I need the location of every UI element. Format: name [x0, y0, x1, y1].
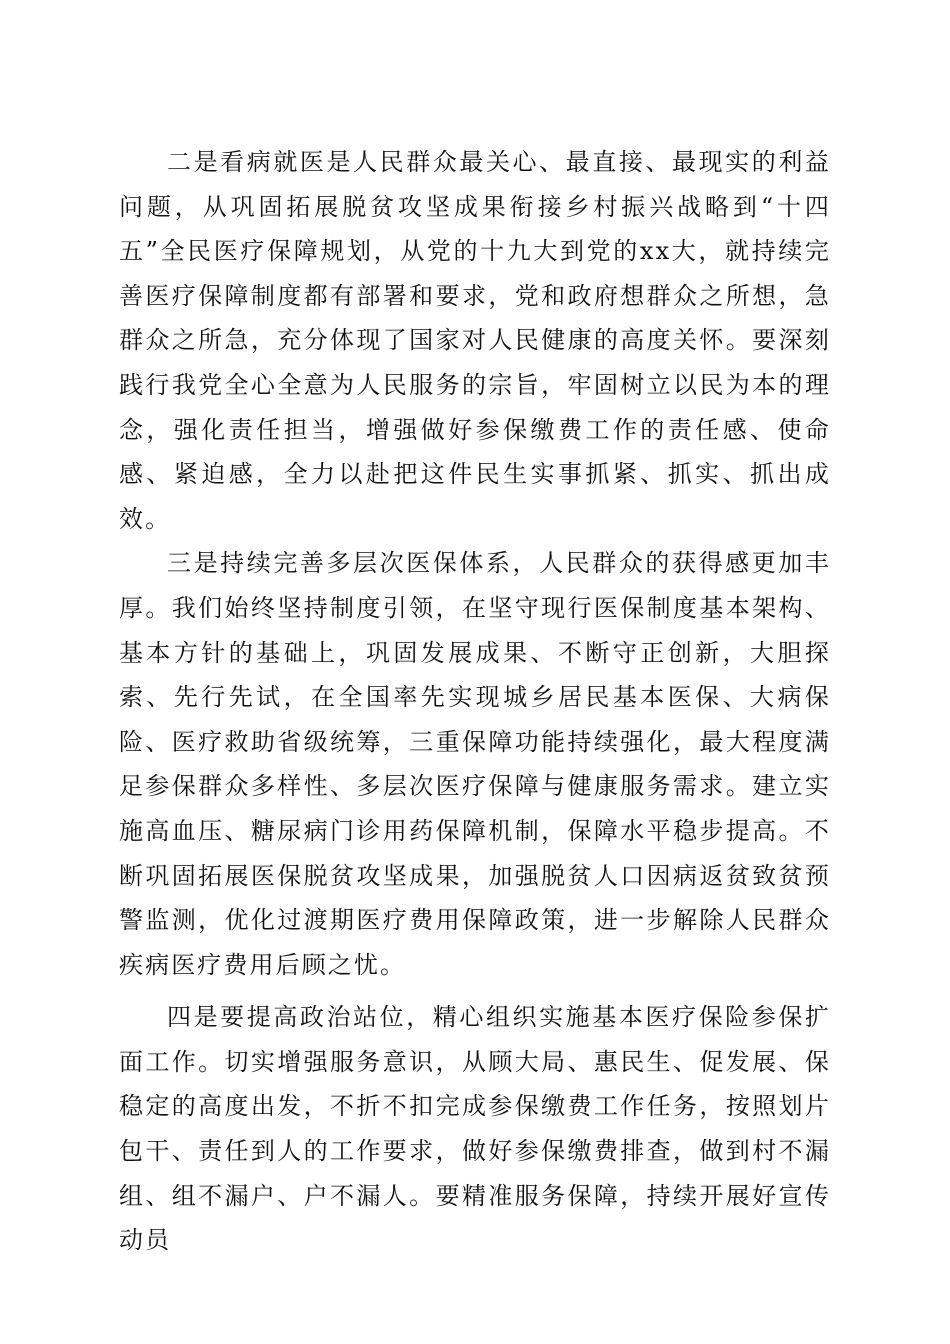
paragraph-3: 三是持续完善多层次医保体系，人民群众的获得感更加丰厚。我们始终坚持制度引领，在坚守现行医保制度基本架构、基本方针的基础上，巩固发展成果、不断守正创新，大胆探索、先行先试，在全国率先实现城乡居民基本医保、大病保险、医疗救助省级统筹，三重保障功能持续强化，最大程度满足参保群众多样性、多层次医疗保障与健康服务需求。建立实施高血压、糖尿病门诊用药保障机制，保障水平稳步提高。不断巩固拓展医保脱贫攻坚成果，加强脱贫人口因病返贫致贫预警监测，优化过渡期医疗费用保障政策，进一步解除人民群众疾病医疗费用后顾之忧。 [119, 549, 831, 979]
paragraph-4: 四是要提高政治站位，精心组织实施基本医疗保险参保扩面工作。切实增强服务意识，从顾大局、惠民生、促发展、保稳定的高度出发，不折不扣完成参保缴费工作任务，按照划片包干、责任到人的工作要求，做好参保缴费排查，做到村不漏组、组不漏户、户不漏人。要精准服务保障，持续开展好宣传动员 [119, 1003, 831, 1255]
document-body [119, 140, 831, 1263]
paragraph-2: 二是看病就医是人民群众最关心、最直接、最现实的利益问题，从巩固拓展脱贫攻坚成果衔接乡村振兴战略到“十四五”全民医疗保障规划，从党的十九大到党的xx大，就持续完善医疗保障制度都有部署和要求，党和政府想群众之所想，急群众之所急，充分体现了国家对人民健康的高度关怀。要深刻践行我党全心全意为人民服务的宗旨，牢固树立以民为本的理念，强化责任担当，增强做好参保缴费工作的责任感、使命感、紧迫感，全力以赴把这件民生实事抓紧、抓实、抓出成效。 [119, 148, 831, 533]
